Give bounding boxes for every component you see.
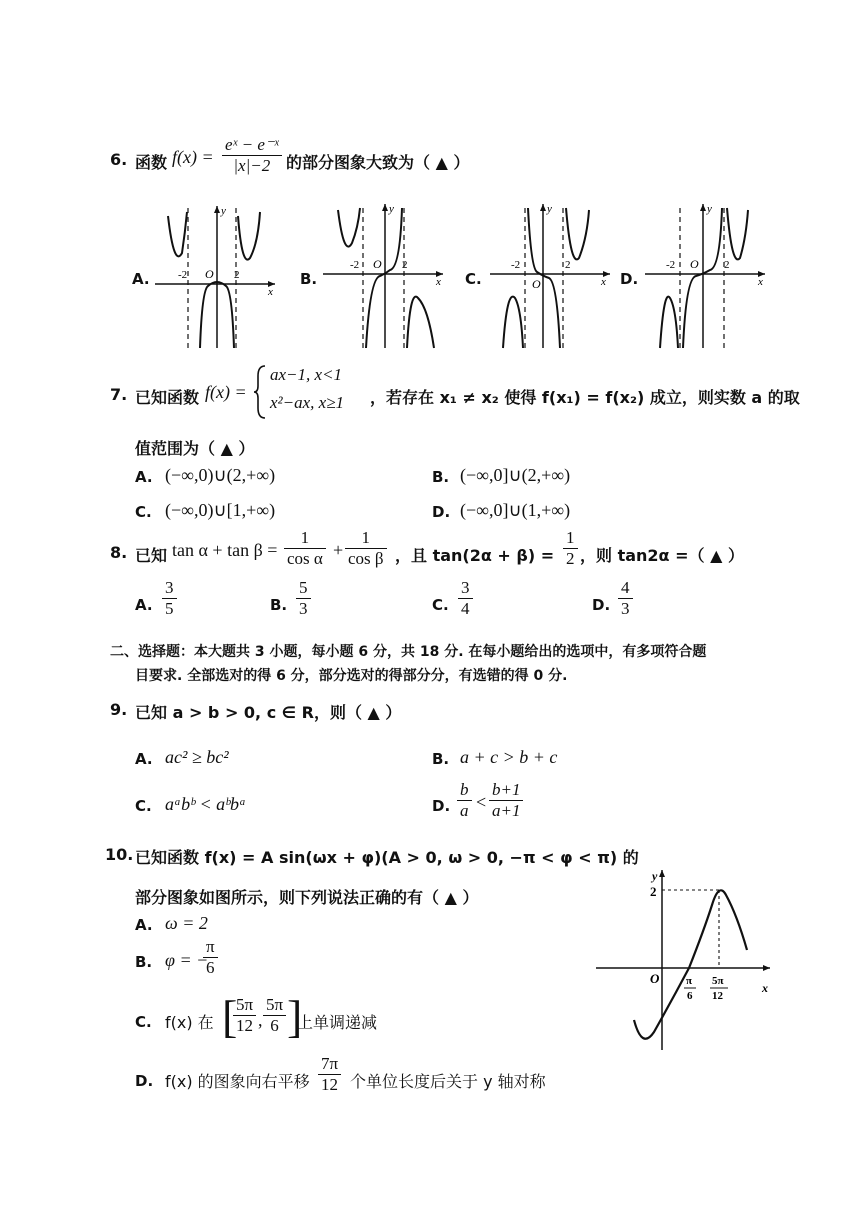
q8-option-a-label[interactable]: A. [135,596,153,614]
q10-c-d2: 6 [270,1016,279,1035]
q6c-xaxis: x [601,276,606,288]
q10-graph-origin: O [650,971,660,986]
q10-option-a-label[interactable]: A. [135,916,153,934]
q10-graph [592,860,782,1055]
q6c-tick-right: 2 [565,259,571,271]
q8-a-den: 5 [165,599,174,618]
q7-line2: 值范围为（ ▲ ） [135,439,255,458]
q8-d-den: 3 [621,599,630,618]
q10-option-c-tail[interactable]: 上单调递减 [297,1013,378,1032]
q10-graph-yaxis: y [652,869,658,883]
q10-line2: 部分图象如图所示，则下列说法正确的有（ ▲ ） [135,888,479,907]
q6-option-c-label[interactable]: C. [465,270,482,288]
q8-tail: ，则 tan2α =（ ▲ ） [580,546,744,565]
q6a-tick-right: 2 [234,269,240,281]
q10-option-b-label[interactable]: B. [135,953,153,971]
q9-d-den2: a+1 [492,801,521,820]
q7-tail: ，若存在 x₁ ≠ x₂ 使得 f(x₁) = f(x₂) 成立，则实数 a 的取 [370,388,800,407]
q10-number: 10. [105,845,134,864]
q10-option-d-tail[interactable]: 个单位长度后关于 y 轴对称 [350,1072,546,1091]
q10-graph-xaxis: x [762,981,768,995]
q9-option-a-label[interactable]: A. [135,750,153,768]
q6c-origin: O [532,277,541,291]
q9-option-d-frac1[interactable] [457,780,472,821]
q8-b-num: 5 [296,578,311,599]
q8-option-a[interactable] [162,578,177,619]
q10-option-b-frac[interactable] [203,937,218,978]
q8-a-num: 3 [162,578,177,599]
q6-numerator: eˣ − e⁻ˣ [222,135,282,156]
q10-graph-tick2-den: 12 [712,990,723,1002]
q8-half-num: 1 [563,528,578,549]
section2-heading: 二、选择题：本大题共 3 小题，每小题 6 分，共 18 分. 在每小题给出的选项中，有多项符合题 [110,644,707,660]
q6-lead: 函数 [135,153,168,172]
q6d-tick-right: 2 [724,259,730,271]
q6d-origin: O [690,257,699,271]
q8-half [563,528,578,569]
q8-option-d-label[interactable]: D. [592,596,611,614]
q8-c-den: 4 [461,599,470,618]
q10-option-c-rbracket: ] [287,991,303,1042]
q6b-origin: O [373,257,382,271]
q6c-yaxis: y [547,203,552,215]
q6-fx: f(x) = [172,147,214,167]
q8-half-den: 2 [566,549,575,568]
q6a-yaxis: y [221,205,226,217]
q7-fx: f(x) = [205,382,247,402]
q10-d-num: 7π [318,1054,341,1075]
q9-option-d-frac2[interactable] [489,780,523,821]
q10-b-den: 6 [206,958,215,977]
q10-c-n1: 5π [233,995,256,1016]
q10-option-b-lhs[interactable]: φ = − [165,950,209,970]
q6-tail: 的部分图象大致为（ ▲ ） [286,153,470,172]
q7-option-b-label[interactable]: B. [432,468,450,486]
q8-expr: tan α + tan β = [172,540,278,560]
q6a-origin: O [205,267,214,281]
q10-option-c-lhs[interactable]: f(x) 在 [165,1013,214,1032]
q7-brace [253,364,267,420]
q6-number: 6. [110,150,128,169]
q6c-tick-left: -2 [511,259,521,271]
q9-option-d-lt: < [476,792,487,812]
q10-graph-tick1-den: 6 [687,990,693,1002]
q10-graph-ymax: 2 [650,884,657,899]
section2-note: 目要求. 全部选对的得 6 分，部分选对的得部分分，有选错的得 0 分. [135,668,568,684]
q7-option-b[interactable]: (−∞,0]∪(2,+∞) [460,465,571,485]
q7-number: 7. [110,385,128,404]
q6b-yaxis: y [389,203,394,215]
q7-option-d-label[interactable]: D. [432,503,451,521]
q8-b-den: 3 [299,599,308,618]
q6-option-b-label[interactable]: B. [300,270,318,288]
q8-frac1-den: cos α [287,549,323,568]
q9-option-c[interactable]: aᵃbᵇ < aᵇbᵃ [165,794,247,814]
q6-graph-a[interactable] [150,198,280,353]
q10-graph-tick1-num: π [686,975,693,987]
q7-case2: x²−ax, x≥1 [270,393,345,412]
q9-d-num2: b+1 [489,780,523,801]
q10-option-d-label[interactable]: D. [135,1072,154,1090]
q6-option-d-label[interactable]: D. [620,270,639,288]
q9-stem: 已知 a > b > 0, c ∈ R，则（ ▲ ） [135,703,402,722]
q10-option-c-lbracket: [ [222,991,238,1042]
q6d-tick-left: -2 [666,259,676,271]
q7-case1: ax−1, x<1 [270,365,343,384]
q8-option-c[interactable] [458,578,473,619]
q6a-xaxis: x [268,286,273,298]
q6-fraction [222,135,282,176]
q10-option-d-frac[interactable] [318,1054,341,1095]
q8-lead: 已知 [135,546,168,565]
q6-option-a-label[interactable]: A. [132,270,150,288]
q8-frac1-num: 1 [284,528,326,549]
q6d-yaxis: y [707,203,712,215]
q6d-xaxis: x [758,276,763,288]
q9-option-c-label[interactable]: C. [135,797,152,815]
q6a-tick-left: -2 [178,269,188,281]
q10-option-d-lhs[interactable]: f(x) 的图象向右平移 [165,1072,310,1091]
q7-option-c-label[interactable]: C. [135,503,152,521]
q9-option-b[interactable]: a + c > b + c [460,747,558,767]
q7-option-a-label[interactable]: A. [135,468,153,486]
q10-option-c-comma: , [258,1010,263,1030]
q8-plus: + [333,540,344,560]
q8-option-d[interactable] [618,578,633,619]
q9-option-a[interactable]: ac² ≥ bc² [165,747,229,767]
q10-option-c-frac1[interactable] [233,995,256,1036]
q6b-xaxis: x [436,276,441,288]
q8-frac2 [345,528,387,569]
q6-graph-b[interactable] [318,198,448,353]
q10-option-a[interactable]: ω = 2 [165,913,208,933]
q8-frac1 [284,528,326,569]
q10-option-c-label[interactable]: C. [135,1013,152,1031]
q9-number: 9. [110,700,128,719]
q10-b-num: π [203,937,218,958]
q9-d-num1: b [457,780,472,801]
q10-stem: 已知函数 f(x) = A sin(ωx + φ)(A > 0, ω > 0, −π < φ < π) 的 [135,848,639,867]
q8-d-num: 4 [618,578,633,599]
q7-lead: 已知函数 [135,388,200,407]
q8-c-num: 3 [458,578,473,599]
q6-graph-d[interactable] [640,198,770,353]
q9-option-d-label[interactable]: D. [432,797,451,815]
q6b-tick-left: -2 [350,259,360,271]
q10-option-c-frac2[interactable] [263,995,286,1036]
q8-number: 8. [110,543,128,562]
q10-d-den: 12 [321,1075,339,1094]
q8-cond: ，且 tan(2α + β) = [395,546,555,565]
q8-option-b-label[interactable]: B. [270,596,288,614]
q8-option-b[interactable] [296,578,311,619]
q9-d-den1: a [460,801,469,820]
q10-c-n2: 5π [263,995,286,1016]
q10-graph-tick2-num: 5π [712,975,724,987]
q6-graph-c[interactable] [485,198,615,353]
q8-frac2-num: 1 [345,528,387,549]
q8-option-c-label[interactable]: C. [432,596,449,614]
q7-option-d[interactable]: (−∞,0]∪(1,+∞) [460,500,571,520]
q6-denominator: |x|−2 [233,156,271,175]
q9-option-b-label[interactable]: B. [432,750,450,768]
q7-option-c[interactable]: (−∞,0)∪[1,+∞) [165,500,276,520]
q10-c-d1: 12 [236,1016,254,1035]
q7-option-a[interactable]: (−∞,0)∪(2,+∞) [165,465,276,485]
q6b-tick-right: 2 [402,259,408,271]
q8-frac2-den: cos β [348,549,384,568]
